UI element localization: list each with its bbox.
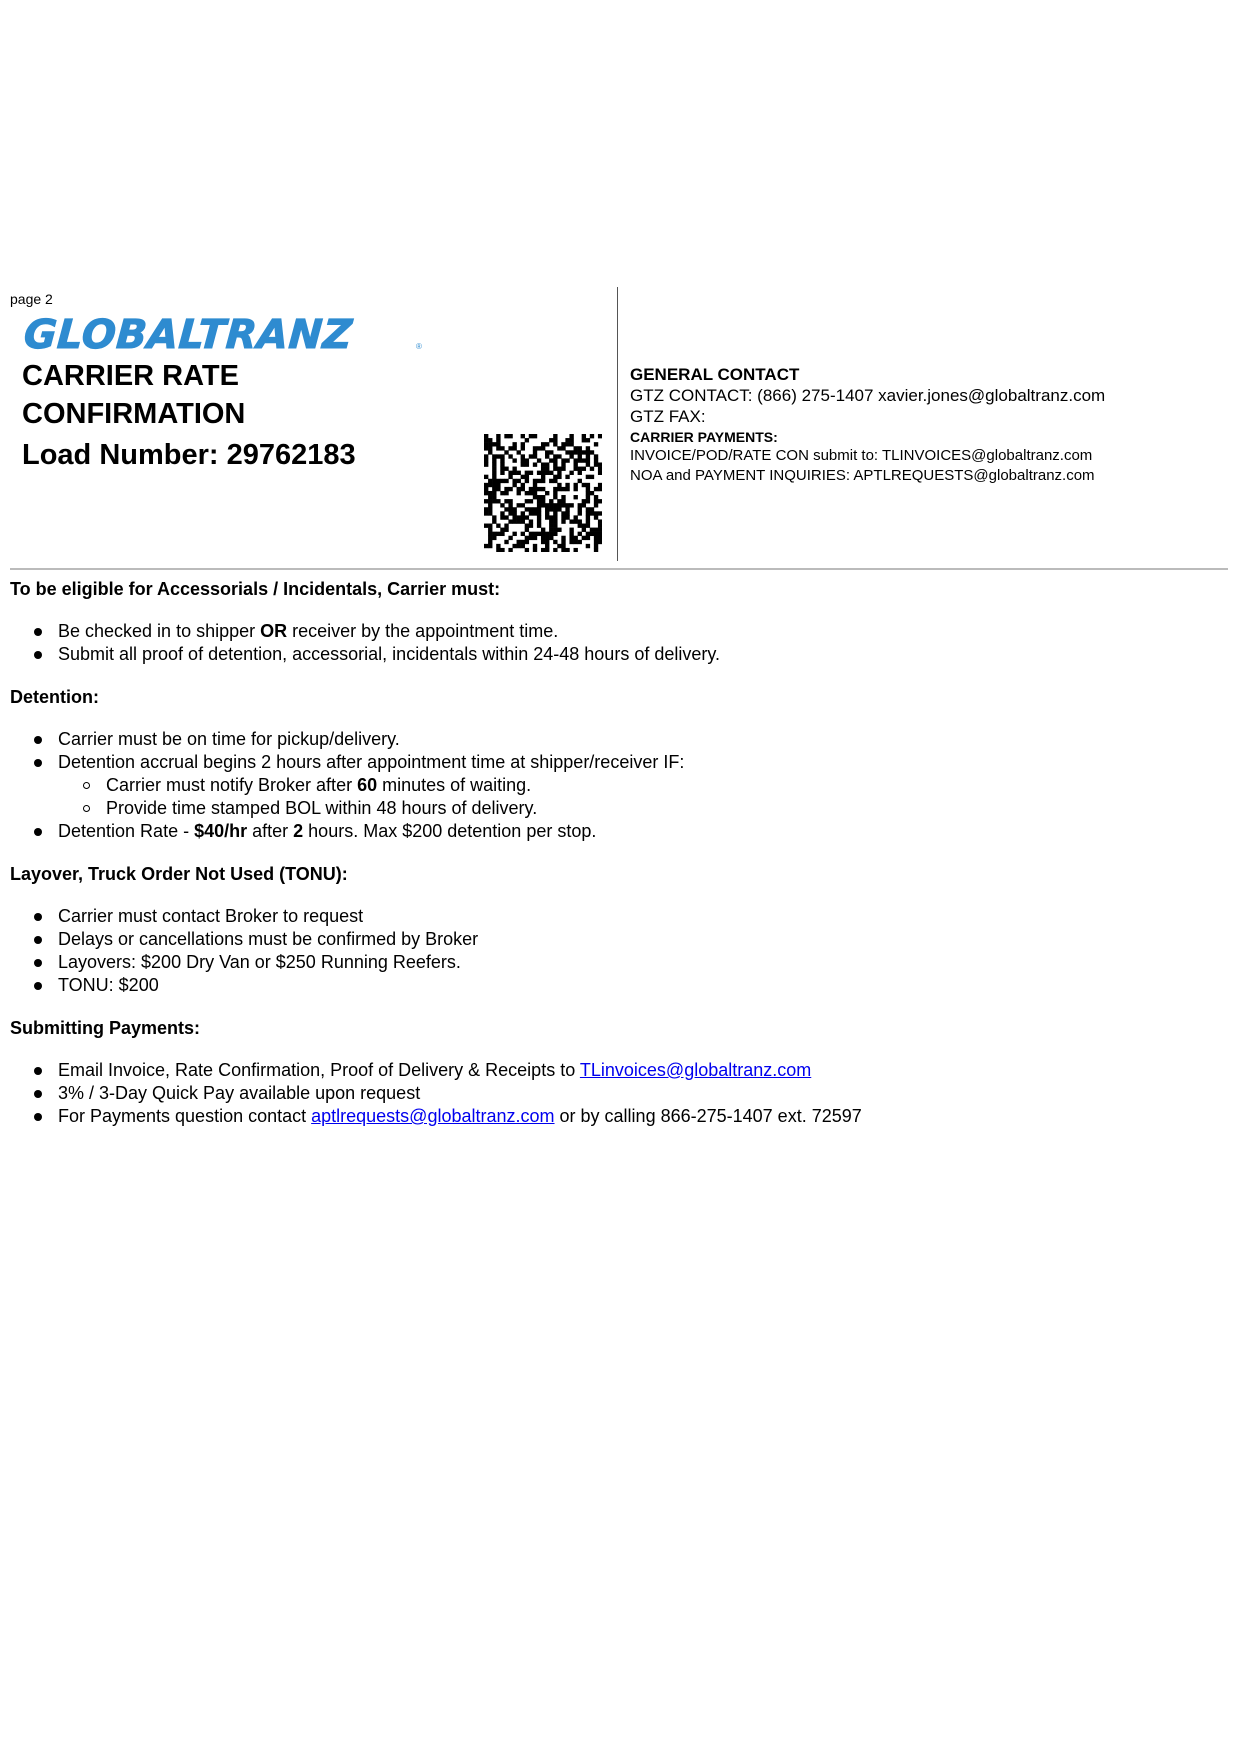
invoice-submit-line: INVOICE/POD/RATE CON submit to: TLINVOICES@globaltranz.com	[630, 447, 1093, 464]
list-item: For Payments question contact aptlrequests@globaltranz.com or by calling 866-275-1407 ext. 72597	[10, 1105, 1220, 1128]
aptlrequests-email-link[interactable]: aptlrequests@globaltranz.com	[311, 1106, 555, 1126]
tlinvoices-email-link[interactable]: TLinvoices@globaltranz.com	[579, 1060, 812, 1080]
payments-list	[10, 1059, 1220, 1128]
list-item: TONU: $200	[10, 974, 1220, 997]
gtz-fax-line: GTZ FAX:	[630, 407, 706, 426]
list-item: 3% / 3-Day Quick Pay available upon request	[10, 1082, 1220, 1105]
list-item: Submit all proof of detention, accessorial, incidentals within 24-48 hours of delivery.	[10, 643, 1220, 666]
list-item: Delays or cancellations must be confirmed by Broker	[10, 928, 1220, 951]
list-item: Carrier must be on time for pickup/delivery.	[10, 728, 1220, 751]
general-contact-heading: GENERAL CONTACT	[630, 365, 800, 384]
sub-list-item: Carrier must notify Broker after 60 minutes of waiting.	[58, 774, 1220, 797]
detention-sublist	[58, 774, 1220, 820]
logo-registered-mark: ®	[416, 342, 422, 351]
layover-tonu-heading: Layover, Truck Order Not Used (TONU):	[10, 864, 348, 884]
layover-list	[10, 905, 1220, 997]
sub-list-item: Provide time stamped BOL within 48 hours of delivery.	[58, 797, 1220, 820]
terms-content	[10, 578, 1220, 1148]
header-vertical-divider	[617, 287, 618, 561]
detention-heading: Detention:	[10, 687, 99, 707]
list-item: Be checked in to shipper OR receiver by the appointment time.	[10, 620, 1220, 643]
logo-wordmark: GLOBALTRANZ	[22, 312, 354, 358]
globaltranz-logo	[22, 312, 424, 358]
carrier-payments-heading: CARRIER PAYMENTS:	[630, 429, 778, 445]
submitting-payments-heading: Submitting Payments:	[10, 1018, 201, 1038]
detention-list	[10, 728, 1220, 843]
accessorials-list	[10, 620, 1220, 666]
document-title-line-1: CARRIER RATE	[22, 360, 239, 392]
noa-payment-line: NOA and PAYMENT INQUIRIES: APTLREQUESTS@globaltranz.com	[630, 467, 1095, 484]
accessorials-heading: To be eligible for Accessorials / Incidentals, Carrier must:	[10, 579, 501, 599]
qr-code-icon	[484, 434, 602, 552]
list-item: Carrier must contact Broker to request	[10, 905, 1220, 928]
list-item: Email Invoice, Rate Confirmation, Proof of Delivery & Receipts to TLinvoices@globaltranz.com	[10, 1059, 1220, 1082]
contact-block	[630, 364, 1230, 486]
list-item: Layovers: $200 Dry Van or $250 Running Reefers.	[10, 951, 1220, 974]
list-item: Detention Rate - $40/hr after 2 hours. Max $200 detention per stop.	[10, 820, 1220, 843]
header-horizontal-divider	[10, 568, 1228, 570]
page-label: page 2	[10, 291, 53, 307]
list-item: Detention accrual begins 2 hours after appointment time at shipper/receiver IF: Carrier must notify Broker after 60 minutes of waiting. Provide time stamped BOL within 48 hours of delivery.	[10, 751, 1220, 820]
load-number: Load Number: 29762183	[22, 439, 356, 471]
gtz-contact-line: GTZ CONTACT: (866) 275-1407 xavier.jones@globaltranz.com	[630, 386, 1106, 405]
document-title-line-2: CONFIRMATION	[22, 398, 246, 430]
